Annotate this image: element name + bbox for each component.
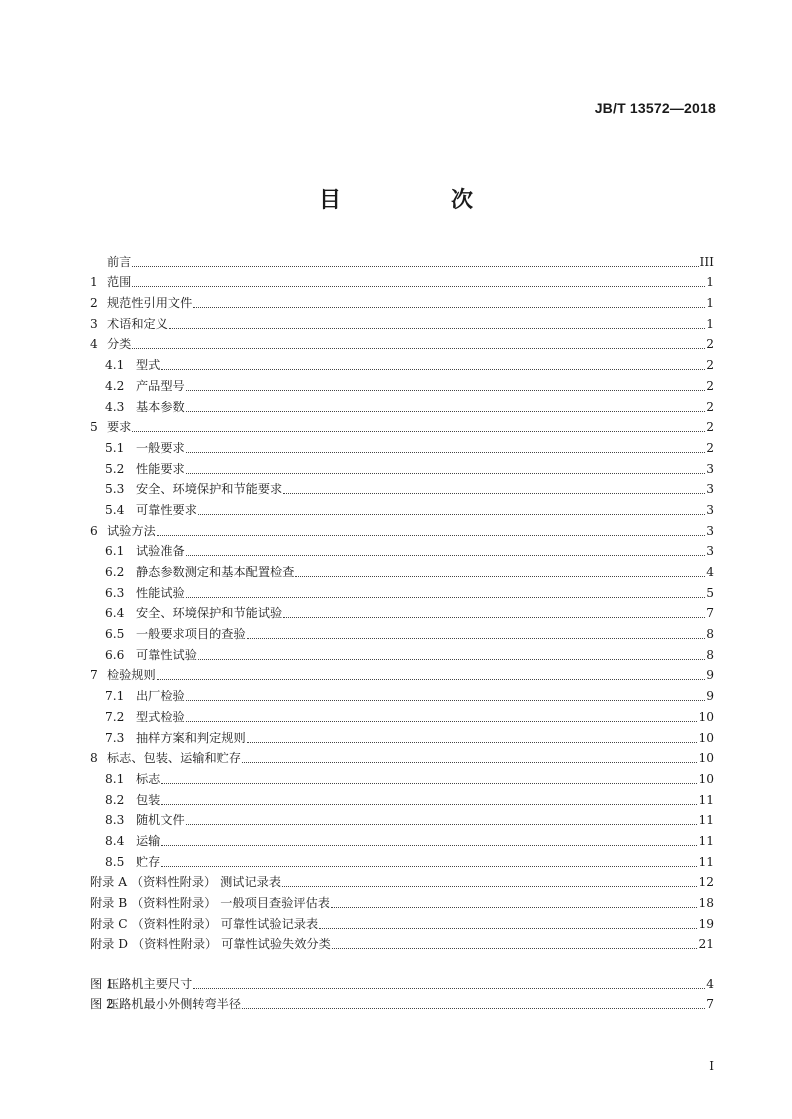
entry-number: 6.5	[105, 627, 125, 642]
entry-number: 3	[90, 316, 98, 331]
entry-page-number: 7	[706, 997, 714, 1012]
toc-entry[interactable]	[90, 870, 714, 891]
entry-title: 附录 A （资料性附录） 测试记录表	[90, 875, 282, 890]
dot-leader	[193, 306, 705, 308]
entry-page-number: 1	[706, 296, 714, 311]
entry-page-number: 9	[706, 668, 714, 683]
dot-leader	[247, 741, 698, 743]
entry-number: 8.3	[105, 813, 125, 828]
toc-entry[interactable]	[90, 766, 714, 787]
entry-title: 安全、环境保护和节能试验	[136, 606, 283, 621]
entry-title: 一般要求	[136, 440, 185, 455]
figure-entry[interactable]	[90, 971, 714, 992]
dot-leader	[186, 472, 705, 474]
dot-leader	[132, 430, 705, 432]
entry-title: 一般要求项目的查验	[136, 627, 246, 642]
entry-number: 8.4	[105, 833, 125, 848]
dot-leader	[161, 844, 697, 846]
toc-entry[interactable]	[90, 663, 714, 684]
entry-number: 6	[90, 523, 98, 538]
entry-page-number: 12	[698, 875, 714, 890]
entry-number: 图 2	[90, 997, 114, 1012]
entry-title: 附录 C （资料性附录） 可靠性试验记录表	[90, 916, 319, 931]
entry-page-number: 10	[698, 751, 714, 766]
dot-leader	[161, 803, 697, 805]
toc-entry[interactable]	[90, 849, 714, 870]
entry-page-number: 9	[706, 689, 714, 704]
entry-number: 4	[90, 337, 98, 352]
toc-entry[interactable]	[90, 808, 714, 829]
entry-page-number: 4	[706, 976, 714, 991]
entry-number: 图 1	[90, 976, 114, 991]
dot-leader	[283, 492, 705, 494]
entry-number: 2	[90, 296, 98, 311]
dot-leader	[198, 513, 705, 515]
figure-list	[90, 971, 714, 1012]
entry-title: 性能试验	[136, 585, 185, 600]
toc-entry[interactable]	[90, 394, 714, 415]
entry-number: 4.1	[105, 358, 125, 373]
page-title: 目 次	[318, 187, 517, 213]
toc-entry[interactable]	[90, 497, 714, 518]
toc-entry[interactable]	[90, 932, 714, 953]
dot-leader	[169, 327, 705, 329]
dot-leader	[331, 906, 698, 908]
toc-entry[interactable]	[90, 290, 714, 311]
toc-entry[interactable]	[90, 725, 714, 746]
toc-entry[interactable]	[90, 890, 714, 911]
entry-title: 前言	[107, 254, 132, 269]
entry-page-number: 2	[706, 399, 714, 414]
entry-title: 出厂检验	[136, 689, 185, 704]
dot-leader	[132, 265, 698, 267]
toc-entry[interactable]	[90, 787, 714, 808]
dot-leader	[132, 347, 705, 349]
entry-page-number: 21	[698, 937, 714, 952]
entry-page-number: 10	[698, 771, 714, 786]
entry-page-number: 11	[698, 854, 714, 869]
entry-title: 产品型号	[136, 378, 185, 393]
dot-leader	[198, 658, 705, 660]
entry-page-number: 4	[706, 565, 714, 579]
dot-leader	[247, 637, 706, 639]
entry-title: 抽样方案和判定规则	[136, 730, 246, 745]
entry-page-number: 19	[698, 916, 714, 931]
entry-number: 7	[90, 668, 98, 683]
entry-page-number: 2	[706, 378, 714, 393]
entry-number: 6.2	[105, 565, 125, 579]
dot-leader	[161, 865, 697, 867]
toc-entry[interactable]	[90, 249, 714, 270]
dot-leader	[186, 823, 698, 825]
entry-page-number: 11	[698, 792, 714, 807]
entry-number: 7.2	[105, 709, 125, 724]
toc-entry[interactable]	[90, 518, 714, 539]
entry-number: 5.3	[105, 482, 125, 497]
dot-leader	[157, 678, 705, 680]
toc-entry[interactable]	[90, 270, 714, 291]
entry-number: 6.1	[105, 544, 125, 559]
dot-leader	[132, 285, 705, 287]
table-of-contents	[90, 249, 714, 952]
entry-title: 可靠性要求	[136, 502, 197, 517]
entry-number: 6.3	[105, 585, 125, 600]
toc-entry[interactable]	[90, 601, 714, 622]
entry-number: 7.1	[105, 689, 125, 704]
entry-page-number: 18	[698, 896, 714, 910]
entry-page-number: 2	[706, 440, 714, 455]
entry-title: 附录 D （资料性附录） 可靠性试验失效分类	[90, 937, 331, 952]
toc-entry[interactable]	[90, 456, 714, 477]
entry-page-number: 10	[698, 709, 714, 724]
entry-number: 5.1	[105, 440, 125, 455]
entry-page-number: 3	[706, 502, 714, 517]
dot-leader	[161, 782, 697, 784]
toc-entry[interactable]	[90, 539, 714, 560]
entry-page-number: 3	[706, 482, 714, 497]
dot-leader	[157, 534, 705, 536]
dot-leader	[319, 927, 697, 929]
standard-code: JB/T 13572—2018	[594, 100, 716, 116]
entry-page-number: 10	[698, 730, 714, 745]
entry-page-number: 2	[706, 337, 714, 352]
dot-leader	[161, 368, 705, 370]
entry-title: 检验规则	[107, 668, 156, 683]
entry-title: 运输	[136, 833, 161, 848]
entry-title: 附录 B （资料性附录） 一般项目查验评估表	[90, 896, 330, 910]
entry-page-number: 1	[706, 275, 714, 290]
entry-title: 试验准备	[136, 544, 185, 559]
dot-leader	[295, 575, 705, 577]
toc-entry[interactable]	[90, 580, 714, 601]
entry-page-number: 1	[706, 316, 714, 331]
toc-entry[interactable]	[90, 683, 714, 704]
entry-title: 范围	[107, 275, 132, 290]
entry-page-number: 3	[706, 544, 714, 559]
entry-number: 8.5	[105, 854, 125, 869]
toc-entry[interactable]	[90, 477, 714, 498]
entry-page-number: 2	[706, 358, 714, 373]
toc-entry[interactable]	[90, 704, 714, 725]
entry-number: 4.3	[105, 399, 125, 414]
toc-entry[interactable]	[90, 332, 714, 353]
entry-title: 包装	[136, 792, 161, 807]
entry-page-number: 5	[706, 585, 714, 600]
dot-leader	[186, 389, 705, 391]
dot-leader	[186, 451, 705, 453]
entry-number: 1	[90, 275, 98, 290]
entry-page-number: 2	[706, 420, 714, 435]
entry-title: 型式	[136, 358, 161, 373]
entry-number: 8	[90, 751, 98, 766]
dot-leader	[193, 987, 705, 989]
toc-entry[interactable]	[90, 415, 714, 436]
dot-leader	[332, 947, 698, 949]
entry-title: 性能要求	[136, 461, 185, 476]
dot-leader	[283, 616, 705, 618]
entry-title: 要求	[107, 420, 132, 435]
entry-title: 标志、包装、运输和贮存	[107, 751, 242, 766]
entry-number: 7.3	[105, 730, 125, 745]
entry-page-number: 7	[706, 606, 714, 621]
entry-title: 可靠性试验	[136, 647, 197, 662]
entry-title: 术语和定义	[107, 316, 168, 331]
entry-number: 6.4	[105, 606, 125, 621]
entry-number: 6.6	[105, 647, 125, 662]
entry-title: 标志	[136, 771, 161, 786]
entry-page-number: 3	[706, 523, 714, 538]
entry-number: 4.2	[105, 378, 125, 393]
entry-page-number: 11	[698, 813, 714, 828]
entry-number: 8.2	[105, 792, 125, 807]
entry-page-number: 8	[706, 627, 714, 642]
entry-title: 试验方法	[107, 523, 156, 538]
toc-entry[interactable]	[90, 621, 714, 642]
entry-title: 基本参数	[136, 399, 185, 414]
entry-title: 分类	[107, 337, 132, 352]
entry-number: 8.1	[105, 771, 125, 786]
entry-number: 5.2	[105, 461, 125, 476]
entry-page-number: III	[699, 254, 714, 269]
dot-leader	[186, 410, 705, 412]
entry-page-number: 8	[706, 647, 714, 662]
entry-title: 压路机最小外侧转弯半径	[107, 997, 242, 1012]
entry-page-number: 3	[706, 461, 714, 476]
dot-leader	[282, 885, 697, 887]
page-number: I	[709, 1059, 714, 1073]
toc-entry[interactable]	[90, 828, 714, 849]
toc-entry[interactable]	[90, 911, 714, 932]
dot-leader	[186, 554, 705, 556]
toc-entry[interactable]	[90, 311, 714, 332]
entry-title: 安全、环境保护和节能要求	[136, 482, 283, 497]
entry-title: 随机文件	[136, 813, 185, 828]
figure-entry[interactable]	[90, 992, 714, 1013]
dot-leader	[186, 720, 698, 722]
toc-entry[interactable]	[90, 559, 714, 580]
dot-leader	[186, 699, 705, 701]
toc-entry[interactable]	[90, 352, 714, 373]
entry-title: 压路机主要尺寸	[107, 976, 193, 991]
entry-page-number: 11	[698, 833, 714, 848]
entry-number: 5	[90, 420, 98, 435]
entry-title: 规范性引用文件	[107, 296, 193, 311]
entry-title: 贮存	[136, 854, 161, 869]
dot-leader	[242, 761, 697, 763]
toc-entry[interactable]	[90, 373, 714, 394]
toc-entry[interactable]	[90, 746, 714, 767]
dot-leader	[242, 1007, 705, 1009]
dot-leader	[186, 596, 705, 598]
toc-entry[interactable]	[90, 435, 714, 456]
toc-entry[interactable]	[90, 642, 714, 663]
entry-title: 静态参数测定和基本配置检查	[136, 565, 295, 579]
entry-title: 型式检验	[136, 709, 185, 724]
entry-number: 5.4	[105, 502, 125, 517]
